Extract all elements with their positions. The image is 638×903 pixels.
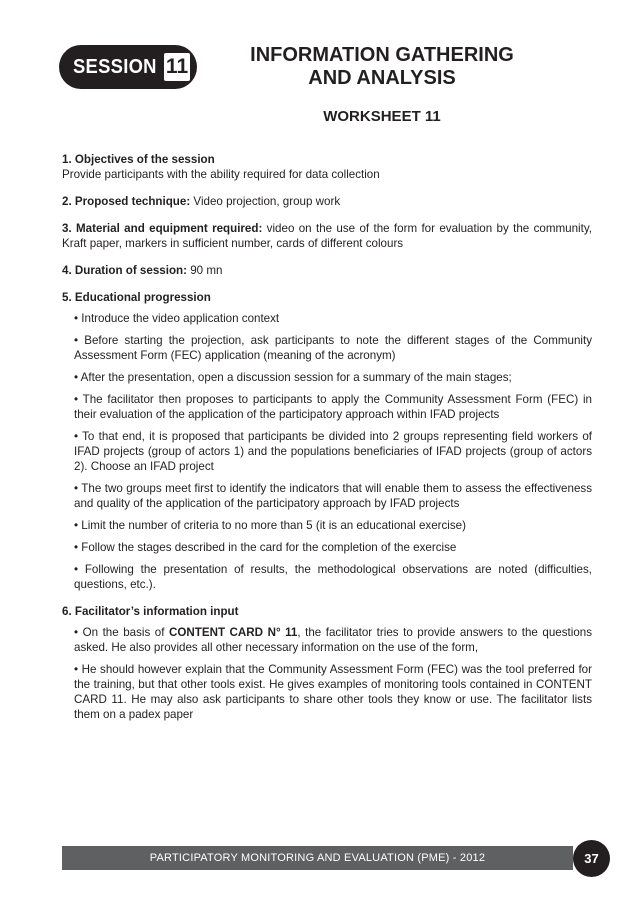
section-label: 4. Duration of session:: [62, 264, 187, 277]
section-heading: 6. Facilitator’s information input: [62, 605, 239, 618]
section-technique: [62, 194, 592, 209]
list-item: [74, 625, 592, 655]
section-text: Video projection, group work: [190, 195, 341, 208]
title-line-1: INFORMATION GATHERING: [250, 44, 514, 66]
list-item: • Introduce the video application context: [74, 312, 280, 325]
session-badge: [59, 45, 197, 89]
section-heading: 5. Educational progression: [62, 291, 211, 304]
section-label: 3. Material and equipment required:: [62, 222, 263, 235]
section-progression: [62, 290, 592, 592]
section-text: 90 mn: [186, 264, 223, 277]
session-number: 11: [164, 53, 190, 81]
worksheet-heading: WORKSHEET 11: [323, 108, 441, 125]
footer-text: PARTICIPATORY MONITORING AND EVALUATION (PME) - 2012: [149, 852, 486, 864]
worksheet-content: [62, 152, 592, 734]
title-line-2: AND ANALYSIS: [308, 67, 456, 89]
list-item: • Before starting the projection, ask participants to note the different stages of the Community Assessment Form (FEC) application (meaning of the acronym): [74, 334, 592, 362]
bullet-text: , the facilitator tries to provide answers to the questions asked. He also provides all other necessary information on the use of the form,: [74, 626, 593, 654]
content-card-reference: CONTENT CARD N° 11: [169, 626, 298, 639]
section-text: Provide participants with the ability required for data collection: [62, 168, 380, 181]
list-item: • After the presentation, open a discussion session for a summary of the main stages;: [74, 371, 512, 384]
section-facilitator-input: [62, 604, 592, 722]
page-title: [232, 44, 532, 90]
section-label: 2. Proposed technique:: [62, 195, 191, 208]
session-label: SESSION: [73, 55, 157, 78]
bullet-text: • On the basis of: [74, 626, 169, 639]
list-item: • The facilitator then proposes to participants to apply the Community Assessment Form (FEC) in their evaluation of the application of the participatory approach within IFAD projects: [74, 393, 592, 421]
page-number: 37: [573, 840, 610, 877]
list-item: • The two groups meet first to identify the indicators that will enable them to assess the effectiveness and quality of the application of the participatory approach by IFAD projects: [74, 482, 592, 510]
progression-list: [74, 311, 592, 592]
facilitator-list: [74, 625, 592, 722]
list-item: • He should however explain that the Community Assessment Form (FEC) was the tool preferred for the training, but that other tools exist. He gives examples of monitoring tools contained in CONTENT CARD 11. He may also ask participants to share other tools they know or use. The facilitator lists them on a padex paper: [74, 663, 592, 721]
section-objectives: [62, 152, 592, 182]
list-item: • To that end, it is proposed that participants be divided into 2 groups representing field workers of IFAD projects (group of actors 1) and the populations beneficiaries of IFAD projects (group of actors 2). Choose an IFAD project: [74, 430, 592, 473]
list-item: • Following the presentation of results, the methodological observations are noted (difficulties, questions, etc.).: [74, 563, 592, 591]
list-item: • Limit the number of criteria to no more than 5 (it is an educational exercise): [74, 519, 466, 532]
section-duration: [62, 263, 592, 278]
section-material: [62, 221, 592, 251]
section-text: video on the use of the form for evaluation by the community, Kraft paper, markers in sufficient number, cards of different colours: [62, 222, 592, 250]
section-heading: 1. Objectives of the session: [62, 153, 215, 166]
list-item: • Follow the stages described in the card for the completion of the exercise: [74, 541, 457, 554]
